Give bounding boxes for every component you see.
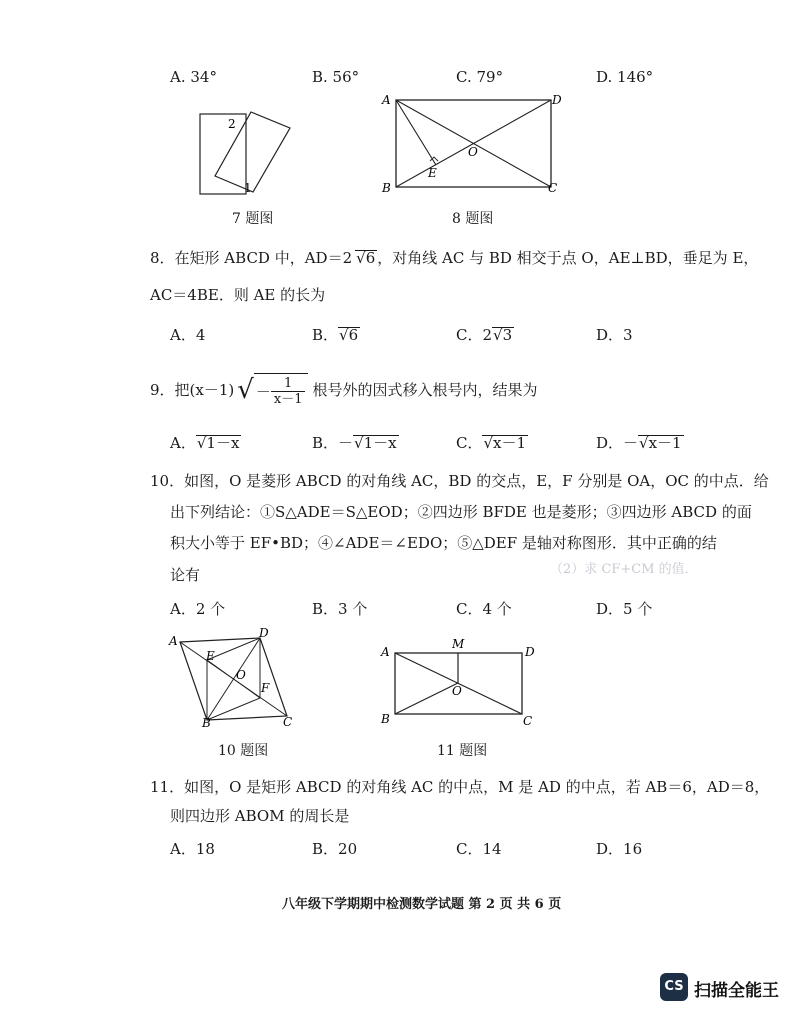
q9-stem: 9．把(x－1) √ － $\frac{1}{x-1}$ 根号外的因式移入根号内，结果为 <box>150 375 538 407</box>
bleed-through-text: （2）求 CF+CM 的值． <box>550 562 698 577</box>
fig10-point-b: B <box>202 716 211 728</box>
q8-sqrt-6: √6 <box>356 249 376 267</box>
q10-option-a: A．2 个 <box>170 600 226 618</box>
fig10-point-f: F <box>261 681 270 695</box>
q10-stem-line-3: 积大小等于 EF•BD；④∠ADE＝∠EDO；⑤△DEF 是轴对称图形．其中正确的结 <box>170 534 717 552</box>
q7-option-c: C. 79° <box>456 68 504 86</box>
q11-stem-line-1: 11．如图，O 是矩形 ABCD 的对角线 AC 的中点，M 是 AD 的中点，若 AB＝6，AD＝8， <box>150 778 770 796</box>
fig8-point-a: A <box>382 93 391 107</box>
q9-option-c: C．√x－1 <box>456 434 527 452</box>
q8-stem-line-2: AC＝4BE．则 AE 的长为 <box>150 286 326 304</box>
fig8-point-c: C <box>548 181 558 195</box>
fig11-point-o: O <box>452 684 462 698</box>
fig10-caption: 10 题图 <box>218 743 269 759</box>
fig11-point-c: C <box>523 714 533 728</box>
fig8-point-d: D <box>552 93 562 107</box>
fig10-point-o: O <box>236 668 246 682</box>
q9-radical: √ － $\frac{1}{x-1}$ <box>237 373 308 407</box>
q10-option-d: D．5 个 <box>596 600 653 618</box>
q8-option-c: C．2√3 <box>456 326 513 344</box>
fig11-point-m: M <box>452 637 465 651</box>
fig11-caption: 11 题图 <box>437 743 488 759</box>
fig8-caption: 8 题图 <box>452 211 494 227</box>
fig8-point-b: B <box>382 181 391 195</box>
fig10-segment-ef <box>207 660 260 698</box>
q9-fraction: $\frac{1}{x-1}$ <box>271 376 306 407</box>
q10-option-c: C．4 个 <box>456 600 512 618</box>
fig7-rectangle <box>200 114 246 194</box>
q9-option-b: B．－√1－x <box>312 434 397 452</box>
fig11-segment-bo <box>395 683 458 714</box>
q10-stem-line-4: 论有 <box>170 566 201 584</box>
q9-option-a: A．√1－x <box>170 434 240 452</box>
fig7-caption: 7 题图 <box>232 211 274 227</box>
fig8-segment-ae <box>396 100 436 165</box>
fig11-point-b: B <box>381 712 390 726</box>
fig8-point-e: E <box>428 166 437 180</box>
q8-option-b: B．√6 <box>312 326 359 344</box>
fig10-point-e: E <box>206 649 215 663</box>
fig7-tilted-rectangle <box>215 112 290 192</box>
q11-option-d: D．16 <box>596 840 643 858</box>
q10-stem-line-2: 出下列结论：①S△ADE＝S△EOD；②四边形 BFDE 也是菱形；③四边形 ABCD 的面 <box>170 503 752 521</box>
figure-8 <box>378 90 568 195</box>
fig7-angle-1: 1 <box>244 181 252 195</box>
q10-stem-line-1: 10．如图，O 是菱形 ABCD 的对角线 AC，BD 的交点，E，F 分别是 OA，OC 的中点．给 <box>150 472 769 490</box>
q11-option-c: C．14 <box>456 840 502 858</box>
q7-option-a: A. 34° <box>170 68 217 86</box>
q9-option-d: D．－√x－1 <box>596 434 682 452</box>
fig11-point-a: A <box>381 645 390 659</box>
q7-option-d: D. 146° <box>596 68 654 86</box>
fig10-point-a: A <box>169 634 178 648</box>
q10-option-b: B．3 个 <box>312 600 368 618</box>
fig7-angle-2: 2 <box>228 117 236 131</box>
camscanner-brand: 扫描全能王 <box>694 981 779 1001</box>
fig11-point-d: D <box>525 645 535 659</box>
figure-11 <box>375 633 555 733</box>
fig10-point-d: D <box>259 628 269 640</box>
q11-stem-line-2: 则四边形 ABOM 的周长是 <box>170 807 350 825</box>
q8-stem-line-1: 8．在矩形 ABCD 中，AD＝2 √6 ，对角线 AC 与 BD 相交于点 O，AE⊥BD，垂足为 E， <box>150 249 759 267</box>
camscanner-logo-icon: CS <box>660 973 688 1001</box>
q8-option-a: A．4 <box>170 326 206 344</box>
q11-option-a: A．18 <box>170 840 215 858</box>
q11-option-b: B．20 <box>312 840 358 858</box>
fig10-point-c: C <box>283 715 293 728</box>
q7-option-b: B. 56° <box>312 68 360 86</box>
figure-10 <box>165 628 295 728</box>
figure-7 <box>195 108 295 200</box>
page-footer: 八年级下学期期中检测数学试题 第 2 页 共 6 页 <box>282 897 562 912</box>
fig8-point-o: O <box>468 145 478 159</box>
q8-option-d: D．3 <box>596 326 633 344</box>
